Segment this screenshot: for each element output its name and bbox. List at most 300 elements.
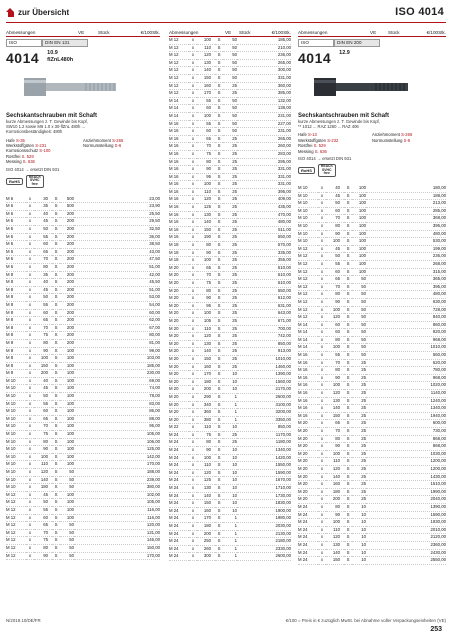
table-row[interactable] <box>169 447 291 455</box>
table-row[interactable] <box>169 416 291 424</box>
quantity: 50 <box>223 105 237 113</box>
pack-unit: S <box>344 382 352 390</box>
table-row[interactable] <box>298 283 446 291</box>
pack-unit: S <box>52 461 60 469</box>
table-row[interactable] <box>6 286 160 294</box>
table-row[interactable] <box>6 271 160 279</box>
price: 1460,00 <box>237 363 291 371</box>
table-row[interactable] <box>169 173 291 181</box>
table-row[interactable] <box>169 538 291 546</box>
table-row[interactable] <box>298 276 446 284</box>
times-sign: x <box>189 181 197 189</box>
table-row[interactable] <box>169 74 291 82</box>
quantity: 25 <box>352 465 366 473</box>
pack-unit: S <box>52 294 60 302</box>
table-row[interactable] <box>169 545 291 553</box>
times-sign: x <box>26 393 34 401</box>
price: 78,00 <box>74 393 160 401</box>
thread-size: M 20 <box>169 280 189 288</box>
table-row[interactable] <box>298 329 446 337</box>
times-sign: x <box>26 529 34 537</box>
badge-row <box>6 175 160 188</box>
table-row[interactable] <box>169 515 291 523</box>
table-row[interactable] <box>298 359 446 367</box>
table-row[interactable] <box>169 325 291 333</box>
pack-unit: S <box>344 496 352 504</box>
table-row[interactable] <box>6 347 160 355</box>
table-row[interactable] <box>298 367 446 375</box>
table-row[interactable] <box>169 302 291 310</box>
table-row[interactable] <box>298 405 446 413</box>
table-row[interactable] <box>6 469 160 477</box>
table-row[interactable] <box>6 370 160 378</box>
table-row[interactable] <box>6 491 160 499</box>
table-row[interactable] <box>298 352 446 360</box>
ref-label: Werkstoffgüten <box>6 143 35 149</box>
table-row[interactable] <box>169 82 291 90</box>
quantity: 100 <box>60 408 74 416</box>
table-header <box>6 26 160 37</box>
table-row[interactable] <box>298 519 446 527</box>
length: 80 <box>34 339 52 347</box>
price: 32,50 <box>74 226 160 234</box>
thread-size: M 16 <box>298 382 318 390</box>
table-row[interactable] <box>298 549 446 557</box>
table-row[interactable] <box>169 477 291 485</box>
table-row[interactable] <box>298 336 446 344</box>
length: 90 <box>197 447 215 455</box>
table-row[interactable] <box>6 210 160 218</box>
price: 285,00 <box>366 207 446 215</box>
table-row[interactable] <box>6 332 160 340</box>
table-row[interactable] <box>169 371 291 379</box>
ref-value: S-232 <box>327 137 339 143</box>
table-row[interactable] <box>298 443 446 451</box>
thread-size: M 24 <box>298 557 318 565</box>
table-row[interactable] <box>298 268 446 276</box>
table-row[interactable] <box>169 485 291 493</box>
table-row[interactable] <box>169 257 291 265</box>
ref-value: S-265 <box>112 137 124 143</box>
length: 60 <box>34 408 52 416</box>
table-row[interactable] <box>298 185 446 192</box>
price: 47,50 <box>74 256 160 264</box>
table-row[interactable] <box>6 552 160 560</box>
thread-size: M 20 <box>169 355 189 363</box>
thread-size: M 20 <box>169 272 189 280</box>
pack-unit: S <box>215 97 223 105</box>
table-row[interactable] <box>169 112 291 120</box>
ref-label: Normumstellung <box>372 137 403 143</box>
price: 3350,00 <box>237 416 291 424</box>
table-row[interactable] <box>6 377 160 385</box>
table-row[interactable] <box>169 393 291 401</box>
length: 95 <box>197 302 215 310</box>
thread-size: M 12 <box>169 67 189 75</box>
table-row[interactable] <box>298 412 446 420</box>
table-row[interactable] <box>6 203 160 211</box>
quantity: 50 <box>223 97 237 105</box>
thread-size: M 10 <box>6 453 26 461</box>
thread-size: M 16 <box>169 150 189 158</box>
price: 3200,00 <box>237 409 291 417</box>
table-row[interactable] <box>298 382 446 390</box>
pack-unit: S <box>52 453 60 461</box>
table-row[interactable] <box>169 120 291 128</box>
quantity: 50 <box>60 476 74 484</box>
table-row[interactable] <box>169 523 291 531</box>
table-row[interactable] <box>298 496 446 504</box>
table-row[interactable] <box>169 348 291 356</box>
table-row[interactable] <box>169 181 291 189</box>
table-row[interactable] <box>169 97 291 105</box>
table-row[interactable] <box>169 310 291 318</box>
price: 2360,00 <box>366 541 446 549</box>
table-row[interactable] <box>169 295 291 303</box>
table-row[interactable] <box>169 272 291 280</box>
table-row[interactable] <box>169 317 291 325</box>
table-row[interactable] <box>6 514 160 522</box>
table-row[interactable] <box>6 248 160 256</box>
table-row[interactable] <box>169 52 291 60</box>
reference-list <box>6 138 160 165</box>
table-row[interactable] <box>169 454 291 462</box>
table-row[interactable] <box>6 544 160 552</box>
table-row[interactable] <box>169 469 291 477</box>
table-row[interactable] <box>169 226 291 234</box>
table-row[interactable] <box>6 385 160 393</box>
table-row[interactable] <box>298 298 446 306</box>
pack-unit: S <box>344 397 352 405</box>
table-row[interactable] <box>6 393 160 401</box>
table-row[interactable] <box>6 256 160 264</box>
table-row[interactable] <box>169 105 291 113</box>
quantity: 100 <box>352 268 366 276</box>
quantity: 1 <box>223 393 237 401</box>
table-row[interactable] <box>6 522 160 530</box>
pack-unit: S <box>52 408 60 416</box>
times-sign: x <box>318 488 326 496</box>
table-row[interactable] <box>169 158 291 166</box>
price: 920,00 <box>366 329 446 337</box>
table-row[interactable] <box>298 238 446 246</box>
table-row[interactable] <box>6 461 160 469</box>
quantity: 50 <box>60 469 74 477</box>
table-row[interactable] <box>298 291 446 299</box>
table-row[interactable] <box>6 476 160 484</box>
times-sign: x <box>189 492 197 500</box>
thread-size: M 6 <box>6 256 26 264</box>
table-row[interactable] <box>169 424 291 432</box>
table-row[interactable] <box>298 390 446 398</box>
price: 146,00 <box>74 537 160 545</box>
table-row[interactable] <box>6 408 160 416</box>
length: 55 <box>34 400 52 408</box>
table-row[interactable] <box>298 306 446 314</box>
table-row[interactable] <box>6 279 160 287</box>
thread-size: M 8 <box>6 370 26 378</box>
table-row[interactable] <box>298 503 446 511</box>
thread-size: M 24 <box>298 503 318 511</box>
table-row[interactable] <box>169 553 291 561</box>
times-sign: x <box>189 439 197 447</box>
price: 1240,00 <box>366 397 446 405</box>
table-row[interactable] <box>298 488 446 496</box>
quantity: 50 <box>223 52 237 60</box>
table-row[interactable] <box>6 294 160 302</box>
table-row[interactable] <box>169 500 291 508</box>
price: 83,00 <box>74 400 160 408</box>
table-row[interactable] <box>169 90 291 98</box>
length: 90 <box>326 443 344 451</box>
table-row[interactable] <box>298 397 446 405</box>
times-sign: x <box>26 370 34 378</box>
times-sign: x <box>189 515 197 523</box>
table-row[interactable] <box>169 59 291 67</box>
table-row[interactable] <box>169 196 291 204</box>
table-row[interactable] <box>298 207 446 215</box>
table-row[interactable] <box>169 44 291 52</box>
times-sign: x <box>189 553 197 561</box>
thread-size: M 20 <box>169 393 189 401</box>
table-row[interactable] <box>6 362 160 370</box>
table-row[interactable] <box>6 438 160 446</box>
quantity: 1 <box>223 538 237 546</box>
thread-size: M 24 <box>169 454 189 462</box>
table-row[interactable] <box>169 234 291 242</box>
pack-unit: S <box>215 90 223 98</box>
table-row[interactable] <box>169 401 291 409</box>
table-row[interactable] <box>6 484 160 492</box>
price: 2170,00 <box>237 386 291 394</box>
times-sign: x <box>189 257 197 265</box>
table-row[interactable] <box>169 204 291 212</box>
length: 80 <box>326 336 344 344</box>
pack-unit: S <box>52 241 60 249</box>
price: 23,90 <box>74 203 160 211</box>
ref-brass[interactable] <box>6 159 83 164</box>
table-row[interactable] <box>169 333 291 341</box>
ref-value: S-100 <box>39 148 51 154</box>
quantity: 25 <box>223 196 237 204</box>
table-row[interactable] <box>298 557 446 565</box>
thread-size: M 10 <box>6 385 26 393</box>
thread-size: M 20 <box>169 409 189 417</box>
table-row[interactable] <box>298 260 446 268</box>
thread-size: M 20 <box>298 473 318 481</box>
table-row[interactable] <box>169 507 291 515</box>
table-row[interactable] <box>298 481 446 489</box>
price: 331,00 <box>237 181 291 189</box>
price: 260,00 <box>237 143 291 151</box>
thread-size: M 20 <box>298 496 318 504</box>
table-row[interactable] <box>298 511 446 519</box>
length: 150 <box>326 557 344 565</box>
pack-unit: S <box>215 371 223 379</box>
quantity: 25 <box>223 295 237 303</box>
times-sign: x <box>189 143 197 151</box>
ref-brass[interactable] <box>298 149 372 154</box>
coating: flZnL480h <box>47 56 74 63</box>
table-row[interactable] <box>6 415 160 423</box>
times-sign: x <box>26 233 34 241</box>
quantity: 25 <box>352 367 366 375</box>
pack-unit: S <box>344 374 352 382</box>
table-row[interactable] <box>169 211 291 219</box>
table-row[interactable] <box>298 420 446 428</box>
thread-size: M 12 <box>298 291 318 299</box>
table-row[interactable] <box>6 317 160 325</box>
table-row[interactable] <box>298 534 446 542</box>
price: 86,00 <box>74 408 160 416</box>
length: 60 <box>197 128 215 136</box>
price: 850,00 <box>237 340 291 348</box>
table-row[interactable] <box>6 400 160 408</box>
quantity: 50 <box>60 484 74 492</box>
table-row[interactable] <box>6 263 160 271</box>
table-row[interactable] <box>6 241 160 249</box>
pack-unit: S <box>52 552 60 560</box>
table-row[interactable] <box>169 67 291 75</box>
times-sign: x <box>318 534 326 542</box>
table-row[interactable] <box>6 529 160 537</box>
length: 120 <box>197 469 215 477</box>
length: 140 <box>197 348 215 356</box>
table-row[interactable] <box>169 166 291 174</box>
table-row[interactable] <box>6 233 160 241</box>
table-row[interactable] <box>169 242 291 250</box>
table-row[interactable] <box>169 439 291 447</box>
pack-unit: S <box>215 515 223 523</box>
table-row[interactable] <box>298 344 446 352</box>
table-row[interactable] <box>169 264 291 272</box>
length: 80 <box>197 158 215 166</box>
table-row[interactable] <box>6 196 160 203</box>
table-row[interactable] <box>6 324 160 332</box>
back-to-overview-link[interactable] <box>6 8 69 17</box>
table-row[interactable] <box>298 458 446 466</box>
length: 100 <box>326 519 344 527</box>
thread-size: M 8 <box>6 294 26 302</box>
quantity: 50 <box>223 112 237 120</box>
table-row[interactable] <box>6 355 160 363</box>
table-row[interactable] <box>6 301 160 309</box>
table-row[interactable] <box>298 465 446 473</box>
table-row[interactable] <box>6 423 160 431</box>
length: 150 <box>197 74 215 82</box>
pack-unit: S <box>215 523 223 531</box>
pack-unit: S <box>52 544 60 552</box>
table-row[interactable] <box>298 253 446 261</box>
price: 132,00 <box>237 97 291 105</box>
times-sign: x <box>318 367 326 375</box>
table-row[interactable] <box>298 314 446 322</box>
length: 100 <box>197 37 215 44</box>
table-row[interactable] <box>6 446 160 454</box>
table-row[interactable] <box>298 450 446 458</box>
price: 600,00 <box>366 420 446 428</box>
table-row[interactable] <box>169 150 291 158</box>
table-row[interactable] <box>169 409 291 417</box>
pack-unit: S <box>344 557 352 565</box>
price: 510,00 <box>237 280 291 288</box>
table-row[interactable] <box>298 428 446 436</box>
table-row[interactable] <box>6 499 160 507</box>
price: 1940,00 <box>366 412 446 420</box>
table-row[interactable] <box>6 431 160 439</box>
table-row[interactable] <box>298 321 446 329</box>
price: 1510,00 <box>366 481 446 489</box>
table-row[interactable] <box>6 226 160 234</box>
table-row[interactable] <box>169 492 291 500</box>
quantity: 1 <box>223 416 237 424</box>
table-row[interactable] <box>6 339 160 347</box>
quantity: 25 <box>352 405 366 413</box>
table-row[interactable] <box>169 530 291 538</box>
table-row[interactable] <box>6 453 160 461</box>
table-row[interactable] <box>298 245 446 253</box>
table-row[interactable] <box>298 200 446 208</box>
table-row[interactable] <box>169 280 291 288</box>
table-row[interactable] <box>169 128 291 136</box>
times-sign: x <box>189 188 197 196</box>
table-row[interactable] <box>169 37 291 44</box>
table-row[interactable] <box>6 309 160 317</box>
table-row[interactable] <box>169 363 291 371</box>
thread-size: M 24 <box>169 523 189 531</box>
times-sign: x <box>318 503 326 511</box>
table-row[interactable] <box>169 340 291 348</box>
table-row[interactable] <box>169 355 291 363</box>
table-row[interactable] <box>298 222 446 230</box>
table-row[interactable] <box>6 506 160 514</box>
table-row[interactable] <box>298 541 446 549</box>
pack-unit: S <box>215 287 223 295</box>
table-row[interactable] <box>298 374 446 382</box>
times-sign: x <box>318 359 326 367</box>
table-row[interactable] <box>298 230 446 238</box>
table-row[interactable] <box>169 219 291 227</box>
table-row[interactable] <box>298 435 446 443</box>
table-row[interactable] <box>169 135 291 143</box>
table-row[interactable] <box>298 192 446 200</box>
table-row[interactable] <box>169 431 291 439</box>
table-row[interactable] <box>298 526 446 534</box>
price: 1730,00 <box>237 492 291 500</box>
table-row[interactable] <box>6 537 160 545</box>
table-row[interactable] <box>169 287 291 295</box>
pack-unit: S <box>215 272 223 280</box>
table-row[interactable] <box>169 462 291 470</box>
table-row[interactable] <box>169 378 291 386</box>
price-table-middle <box>169 37 291 561</box>
table-row[interactable] <box>298 473 446 481</box>
table-row[interactable] <box>298 215 446 223</box>
table-row[interactable] <box>169 249 291 257</box>
quantity: 200 <box>60 256 74 264</box>
thread-size: M 16 <box>298 367 318 375</box>
table-row[interactable] <box>169 386 291 394</box>
thread-size: M 20 <box>169 386 189 394</box>
quantity: 100 <box>352 207 366 215</box>
length: 130 <box>326 397 344 405</box>
table-row[interactable] <box>169 143 291 151</box>
table-row[interactable] <box>169 188 291 196</box>
column-right <box>298 26 446 565</box>
table-row[interactable] <box>6 218 160 226</box>
pack-unit: S <box>215 500 223 508</box>
pack-unit: S <box>215 340 223 348</box>
